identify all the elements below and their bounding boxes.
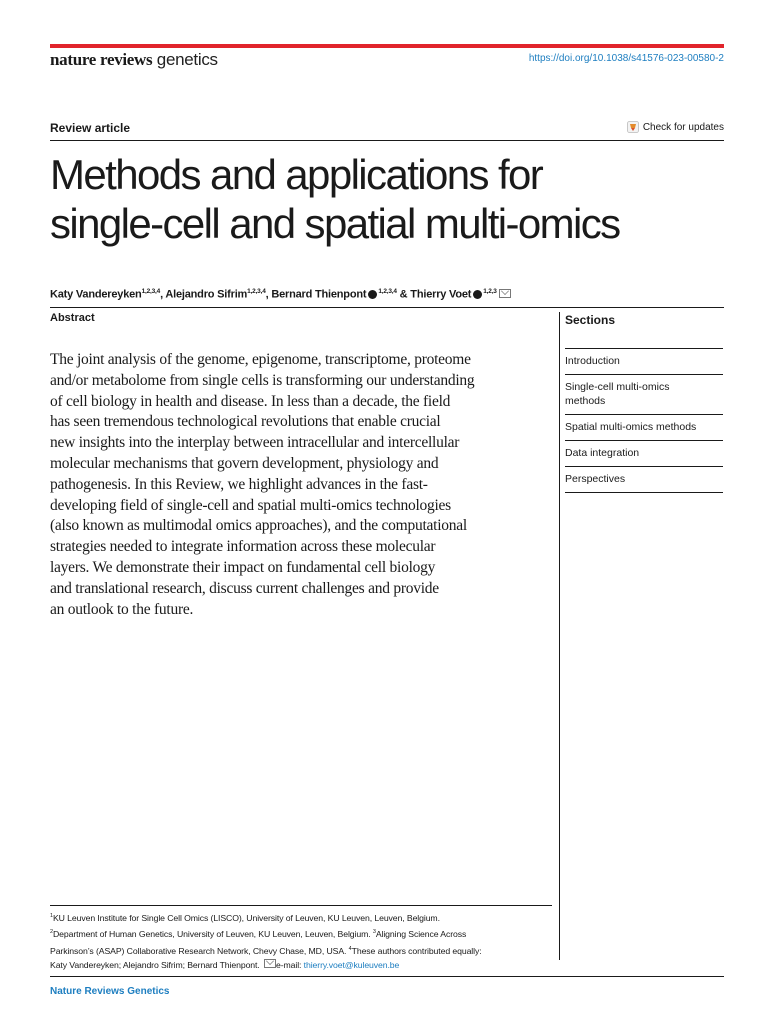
abstract-line: and/or metabolome from single cells is transforming our understanding bbox=[50, 371, 475, 389]
title-line-1: Methods and applications for bbox=[50, 151, 543, 198]
abstract-heading: Abstract bbox=[50, 312, 95, 324]
equal-contribution-note: Katy Vandereyken; Alejandro Sifrim; Bernard Thienpont. bbox=[50, 959, 262, 970]
header-divider bbox=[50, 140, 724, 141]
header-accent-bar bbox=[50, 44, 724, 48]
brand-light: genetics bbox=[156, 50, 218, 69]
title-line-2: single-cell and spatial multi-omics bbox=[50, 200, 620, 247]
abstract-line: pathogenesis. In this Review, we highlight advances in the fast- bbox=[50, 475, 428, 493]
author-separator: & bbox=[396, 288, 411, 301]
check-updates-label: Check for updates bbox=[642, 121, 724, 133]
footer-journal-name[interactable]: Nature Reviews Genetics bbox=[50, 986, 170, 997]
section-link-introduction[interactable] bbox=[565, 349, 723, 374]
abstract-line: has seen tremendous technological revolutions that enable crucial bbox=[50, 413, 441, 431]
affiliation-text: Parkinson’s (ASAP) Collaborative Research Network, Chevy Chase, MD, USA. bbox=[50, 945, 349, 956]
author-separator: , bbox=[265, 288, 272, 301]
footnote-line bbox=[50, 942, 560, 958]
affiliations-footnote bbox=[50, 909, 560, 972]
author-name[interactable]: Thierry Voet bbox=[410, 288, 472, 301]
abstract-line: molecular mechanisms that govern development, physiology and bbox=[50, 454, 439, 472]
email-icon bbox=[264, 959, 276, 968]
section-link-perspectives[interactable] bbox=[565, 467, 723, 492]
footnote-divider bbox=[50, 905, 552, 906]
abstract-line: (also known as multimodal omics approaches), and the computational bbox=[50, 517, 467, 535]
author-name[interactable]: Katy Vandereyken bbox=[50, 288, 142, 301]
email-label: e-mail: bbox=[275, 959, 304, 970]
abstract-line: strategies needed to integrate information across these molecular bbox=[50, 538, 436, 556]
section-label: methods bbox=[565, 395, 606, 407]
brand-bold: nature reviews bbox=[50, 50, 153, 69]
footnote-marker: 4 bbox=[348, 945, 352, 952]
section-label: Perspectives bbox=[565, 473, 626, 485]
footer-divider bbox=[50, 976, 724, 977]
abstract-line: The joint analysis of the genome, epigenome, transcriptome, proteome bbox=[50, 351, 471, 368]
authors-divider bbox=[50, 307, 724, 308]
section-link-spatial-methods[interactable] bbox=[565, 415, 723, 440]
abstract-line: of cell biology in health and disease. In less than a decade, the field bbox=[50, 392, 451, 410]
abstract-line: and translational research, discuss current challenges and provide bbox=[50, 579, 439, 597]
affiliation-text: Department of Human Genetics, University of Leuven, KU Leuven, Leuven, Belgium. bbox=[52, 929, 373, 940]
footnote-marker: 2 bbox=[50, 929, 53, 936]
section-link-data-integration[interactable] bbox=[565, 441, 723, 466]
abstract-text bbox=[50, 350, 552, 620]
article-type: Review article bbox=[50, 121, 131, 135]
footnote-line bbox=[50, 958, 560, 972]
sections-heading: Sections bbox=[565, 313, 616, 327]
author-list bbox=[50, 288, 511, 301]
email-icon[interactable] bbox=[499, 289, 511, 298]
abstract-line: layers. We demonstrate their impact on fundamental cell biology bbox=[50, 558, 436, 576]
email-link[interactable]: thierry.voet@kuleuven.be bbox=[303, 959, 400, 970]
sections-nav bbox=[565, 348, 723, 493]
footnote-line bbox=[50, 909, 560, 925]
check-updates-icon bbox=[627, 121, 639, 133]
section-divider bbox=[565, 492, 723, 493]
column-divider bbox=[559, 312, 560, 960]
journal-logo[interactable] bbox=[50, 50, 218, 70]
affiliation-text: KU Leuven Institute for Single Cell Omics (LISCO), University of Leuven, KU Leuven, Leuven, Belgium. bbox=[52, 912, 440, 923]
footnote-marker: 3 bbox=[372, 929, 376, 936]
affiliation-text: Aligning Science Across bbox=[375, 929, 467, 940]
abstract-line: developing field of single-cell and spatial multi-omics technologies bbox=[50, 496, 451, 514]
article-title bbox=[50, 150, 720, 248]
doi-link[interactable]: https://doi.org/10.1038/s41576-023-00580-2 bbox=[528, 53, 724, 64]
footnote-line bbox=[50, 925, 560, 941]
author-affiliations: 1,2,3,4 bbox=[141, 288, 161, 295]
section-label: Single-cell multi-omics bbox=[565, 381, 670, 393]
section-label: Introduction bbox=[565, 355, 620, 367]
orcid-icon[interactable] bbox=[473, 290, 482, 299]
author-name[interactable]: Alejandro Sifrim bbox=[165, 288, 248, 301]
orcid-icon[interactable] bbox=[368, 290, 377, 299]
author-separator: , bbox=[160, 288, 166, 301]
author-affiliations: 1,2,3,4 bbox=[378, 288, 397, 295]
author-affiliations: 1,2,3 bbox=[483, 288, 497, 295]
abstract-line: an outlook to the future. bbox=[50, 600, 194, 618]
equal-contribution-note: These authors contributed equally: bbox=[351, 945, 482, 956]
author-name[interactable]: Bernard Thienpont bbox=[271, 288, 367, 301]
author-affiliations: 1,2,3,4 bbox=[247, 288, 266, 295]
footnote-marker: 1 bbox=[50, 913, 53, 919]
check-updates-button[interactable] bbox=[627, 121, 724, 133]
section-label: Spatial multi-omics methods bbox=[565, 421, 697, 433]
abstract-line: new insights into the interplay between intracellular and intercellular bbox=[50, 434, 460, 452]
section-label: Data integration bbox=[565, 447, 640, 459]
section-link-single-cell-methods[interactable] bbox=[565, 375, 723, 414]
